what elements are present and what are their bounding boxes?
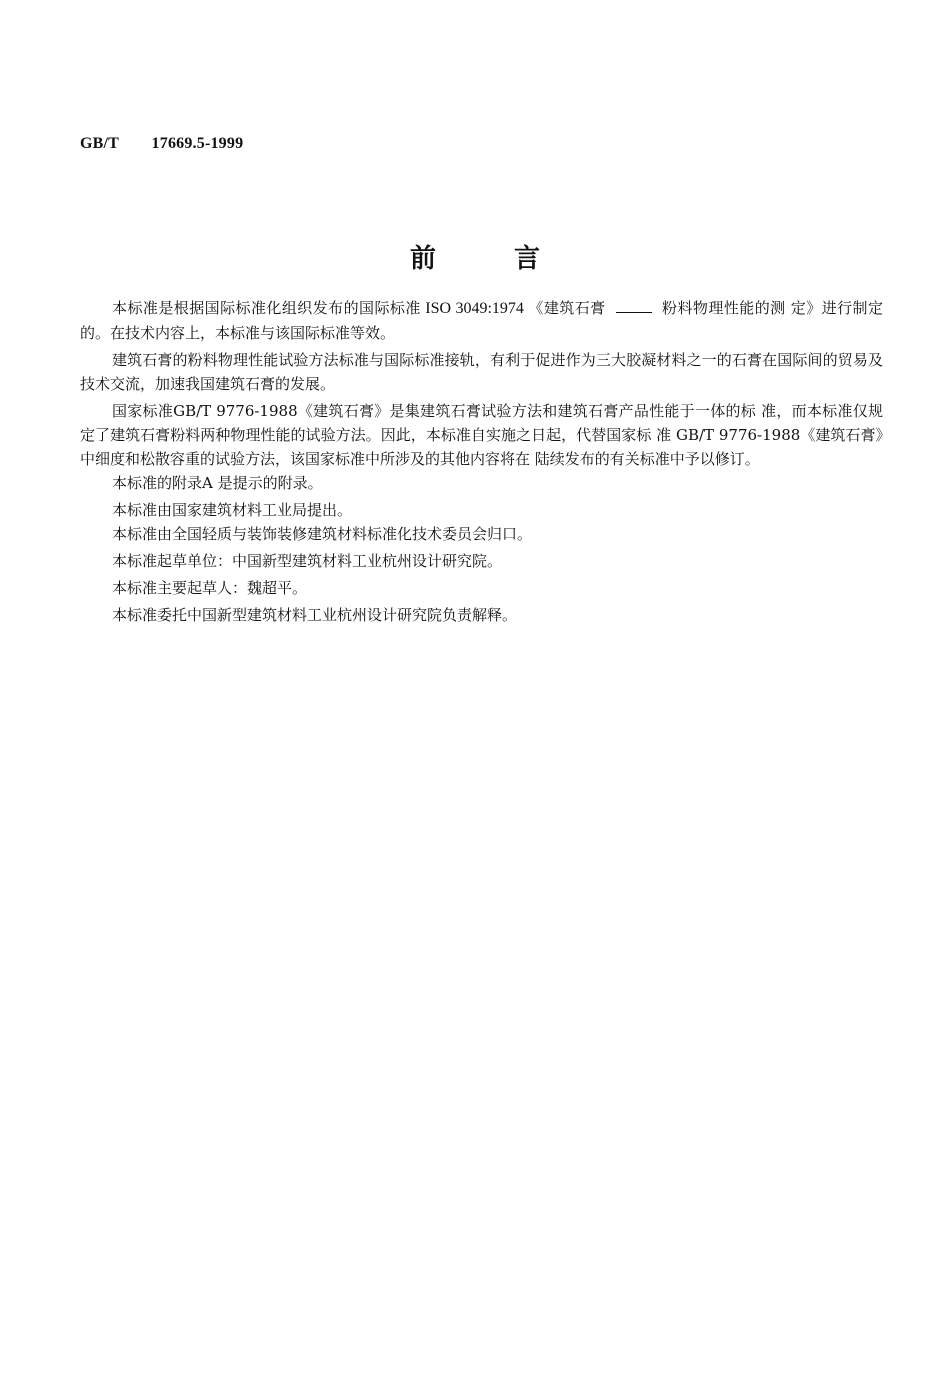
paragraph-9: 本标准委托中国新型建筑材料工业杭州设计研究院负责解释。 bbox=[112, 606, 518, 624]
paragraph-3: 国家标准GB/T 9776-1988《建筑石膏》是集建筑石膏试验方法和建筑石膏产品性能于一体的标 准，而本标准仅规定了建筑石膏粉料两种物理性能的试验方法。因此，本标准自实施之日起，代替国家标 准 GB/T 9776-1988《建筑石膏》中细度和松散容重的试验方法，该国家标准中所涉及的其他内容将在 陆续发布的有关标准中予以修订。 bbox=[80, 402, 883, 468]
paragraph-5: 本标准由国家建筑材料工业局提出。 bbox=[112, 501, 353, 519]
paragraph-1-text-b: 《建筑石膏 bbox=[528, 299, 606, 317]
page-title: 前言 bbox=[409, 244, 618, 274]
blank-underline bbox=[616, 298, 652, 313]
foreword-body bbox=[80, 296, 883, 627]
paragraph-1 bbox=[80, 296, 883, 345]
paragraph-1-text-c: 粉料物理性能的测 定》进行制定的。在技术内容上，本标准与该国际标准等效。 bbox=[80, 299, 883, 342]
paragraph-1-text-a: 本标准是根据国际标准化组织发布的国际标准 bbox=[112, 299, 421, 317]
iso-reference: ISO 3049:1974 bbox=[420, 300, 529, 317]
paragraph-7: 本标准起草单位：中国新型建筑材料工业杭州设计研究院。 bbox=[112, 552, 503, 570]
paragraph-2: 建筑石膏的粉料物理性能试验方法标准与国际标准接轨，有利于促进作为三大胶凝材料之一的石膏在国际间的贸易及技术交流，加速我国建筑石膏的发展。 bbox=[80, 351, 883, 393]
standard-code: GB/T 17669.5-1999 bbox=[80, 135, 244, 152]
paragraph-8: 本标准主要起草人：魏超平。 bbox=[112, 579, 308, 597]
paragraph-6: 本标准由全国轻质与装饰装修建筑材料标准化技术委员会归口。 bbox=[112, 525, 533, 543]
paragraph-4: 本标准的附录A 是提示的附录。 bbox=[112, 474, 323, 492]
